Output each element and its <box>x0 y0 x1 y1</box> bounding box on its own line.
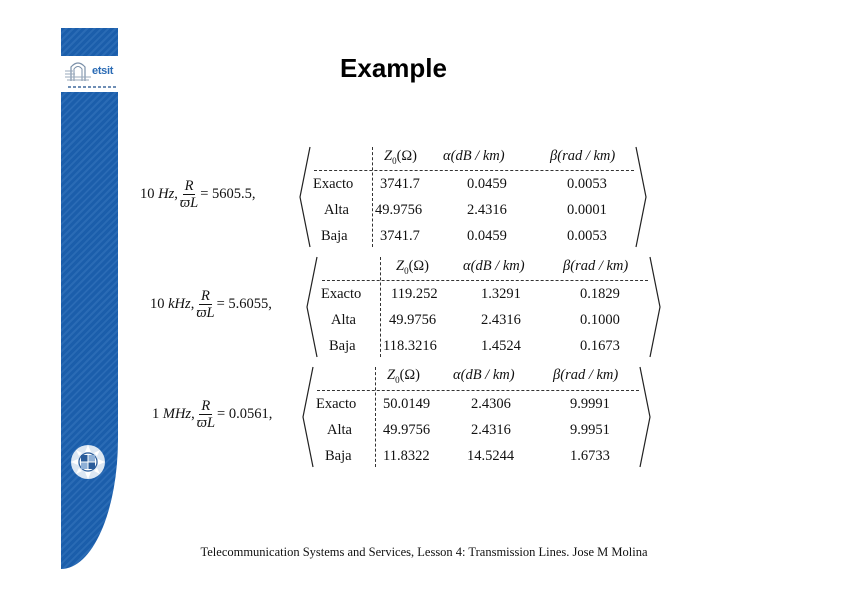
cell-z0: 49.9756 <box>375 202 423 218</box>
header-divider <box>317 390 639 391</box>
cell-beta: 0.1829 <box>580 286 620 302</box>
case-2-ratio-value: = 5.6055, <box>216 296 272 312</box>
fraction-numerator: R <box>201 288 210 304</box>
cell-z0: 3741.7 <box>380 176 420 192</box>
fraction-denominator: ϖL <box>196 415 216 431</box>
cell-z0: 118.3216 <box>383 338 437 354</box>
cell-alpha: 2.4316 <box>471 422 511 438</box>
cell-z0: 50.0149 <box>383 396 431 412</box>
fraction-numerator: R <box>201 398 211 414</box>
header-beta: β(rad / km) <box>553 367 619 383</box>
row-label: Exacto <box>313 176 354 192</box>
cell-z0: 11.8322 <box>383 448 430 464</box>
case-2-freq-unit: kHz <box>168 296 191 312</box>
case-1-freq-unit: Hz <box>158 186 175 202</box>
header-z0: $Z_0(\Omega)$ <box>384 148 418 166</box>
cell-alpha: 1.4524 <box>481 338 521 354</box>
ratio-fraction <box>196 288 214 321</box>
row-label: Exacto <box>321 286 362 302</box>
cell-alpha: 2.4306 <box>471 396 511 412</box>
cell-alpha: 2.4316 <box>467 202 507 218</box>
left-angle-bracket <box>298 145 312 249</box>
right-angle-bracket <box>648 255 662 359</box>
case-3-ratio-value: = 0.0561, <box>217 406 273 422</box>
cell-beta: 0.1000 <box>580 312 620 328</box>
fraction-numerator: R <box>184 178 194 194</box>
case-3-equation: 1 MHz , $\frac{R}{ϖL}$ = 0.0561, <box>152 398 273 431</box>
ratio-fraction <box>197 398 215 431</box>
header-divider <box>314 170 634 171</box>
case-1-equation: 10 Hz , $\frac{R}{ϖL}$ = 5605.5, <box>140 178 256 211</box>
header-z0: $Z_0(\Omega)$ <box>396 258 430 276</box>
cell-z0: 49.9756 <box>389 312 437 328</box>
slide-footer: Telecommunication Systems and Services, Lesson 4: Transmission Lines. Jose M Molina <box>200 545 648 559</box>
cell-alpha: 0.0459 <box>467 228 507 244</box>
column-divider <box>372 147 373 247</box>
cell-beta: 0.0053 <box>567 176 607 192</box>
cell-beta: 0.0053 <box>567 228 607 244</box>
left-angle-bracket <box>305 255 319 359</box>
case-2-equation: 10 kHz , $\frac{R}{ϖL}$ = 5.6055, <box>150 288 272 321</box>
cell-alpha: 1.3291 <box>481 286 521 302</box>
slide-title: Example <box>340 53 447 83</box>
row-label: Baja <box>325 448 352 464</box>
cell-beta: 9.9951 <box>570 422 610 438</box>
fraction-denominator: ϖL <box>179 195 199 211</box>
fraction-denominator: ϖL <box>196 305 215 321</box>
header-z0: $Z_0(\Omega)$ <box>387 367 421 385</box>
row-label: Baja <box>329 338 356 354</box>
cell-beta: 0.0001 <box>567 202 607 218</box>
header-alpha: α(dB / km) <box>443 148 505 164</box>
case-1-freq-num: 10 <box>140 186 155 202</box>
row-label: Alta <box>331 312 356 328</box>
column-divider <box>380 257 381 357</box>
header-beta: β(rad / km) <box>563 258 629 274</box>
header-alpha: α(dB / km) <box>453 367 515 383</box>
case-3-freq-unit: MHz <box>162 406 192 422</box>
logo-subtitle <box>68 86 116 88</box>
cell-alpha: 2.4316 <box>481 312 521 328</box>
sidebar-decoration <box>61 28 118 569</box>
cell-beta: 0.1673 <box>580 338 620 354</box>
right-angle-bracket <box>634 145 648 249</box>
header-divider <box>322 280 648 281</box>
row-label: Exacto <box>316 396 357 412</box>
cell-beta: 1.6733 <box>570 448 610 464</box>
header-beta: β(rad / km) <box>550 148 616 164</box>
case-3-freq-num: 1 <box>152 406 160 422</box>
ratio-fraction <box>180 178 198 211</box>
case-1-ratio-value: = 5605.5, <box>200 186 256 202</box>
row-label: Alta <box>327 422 352 438</box>
row-label: Baja <box>321 228 348 244</box>
cell-alpha: 0.0459 <box>467 176 507 192</box>
cell-alpha: 14.5244 <box>467 448 515 464</box>
column-divider <box>375 367 376 467</box>
case-2-freq-num: 10 <box>150 296 165 312</box>
left-angle-bracket <box>301 365 315 469</box>
row-label: Alta <box>324 202 349 218</box>
logo-text: etsit <box>92 65 114 77</box>
header-alpha: α(dB / km) <box>463 258 525 274</box>
university-seal-icon <box>70 444 106 480</box>
cell-z0: 119.252 <box>391 286 438 302</box>
right-angle-bracket <box>638 365 652 469</box>
cell-z0: 49.9756 <box>383 422 431 438</box>
cell-z0: 3741.7 <box>380 228 420 244</box>
cell-beta: 9.9991 <box>570 396 610 412</box>
